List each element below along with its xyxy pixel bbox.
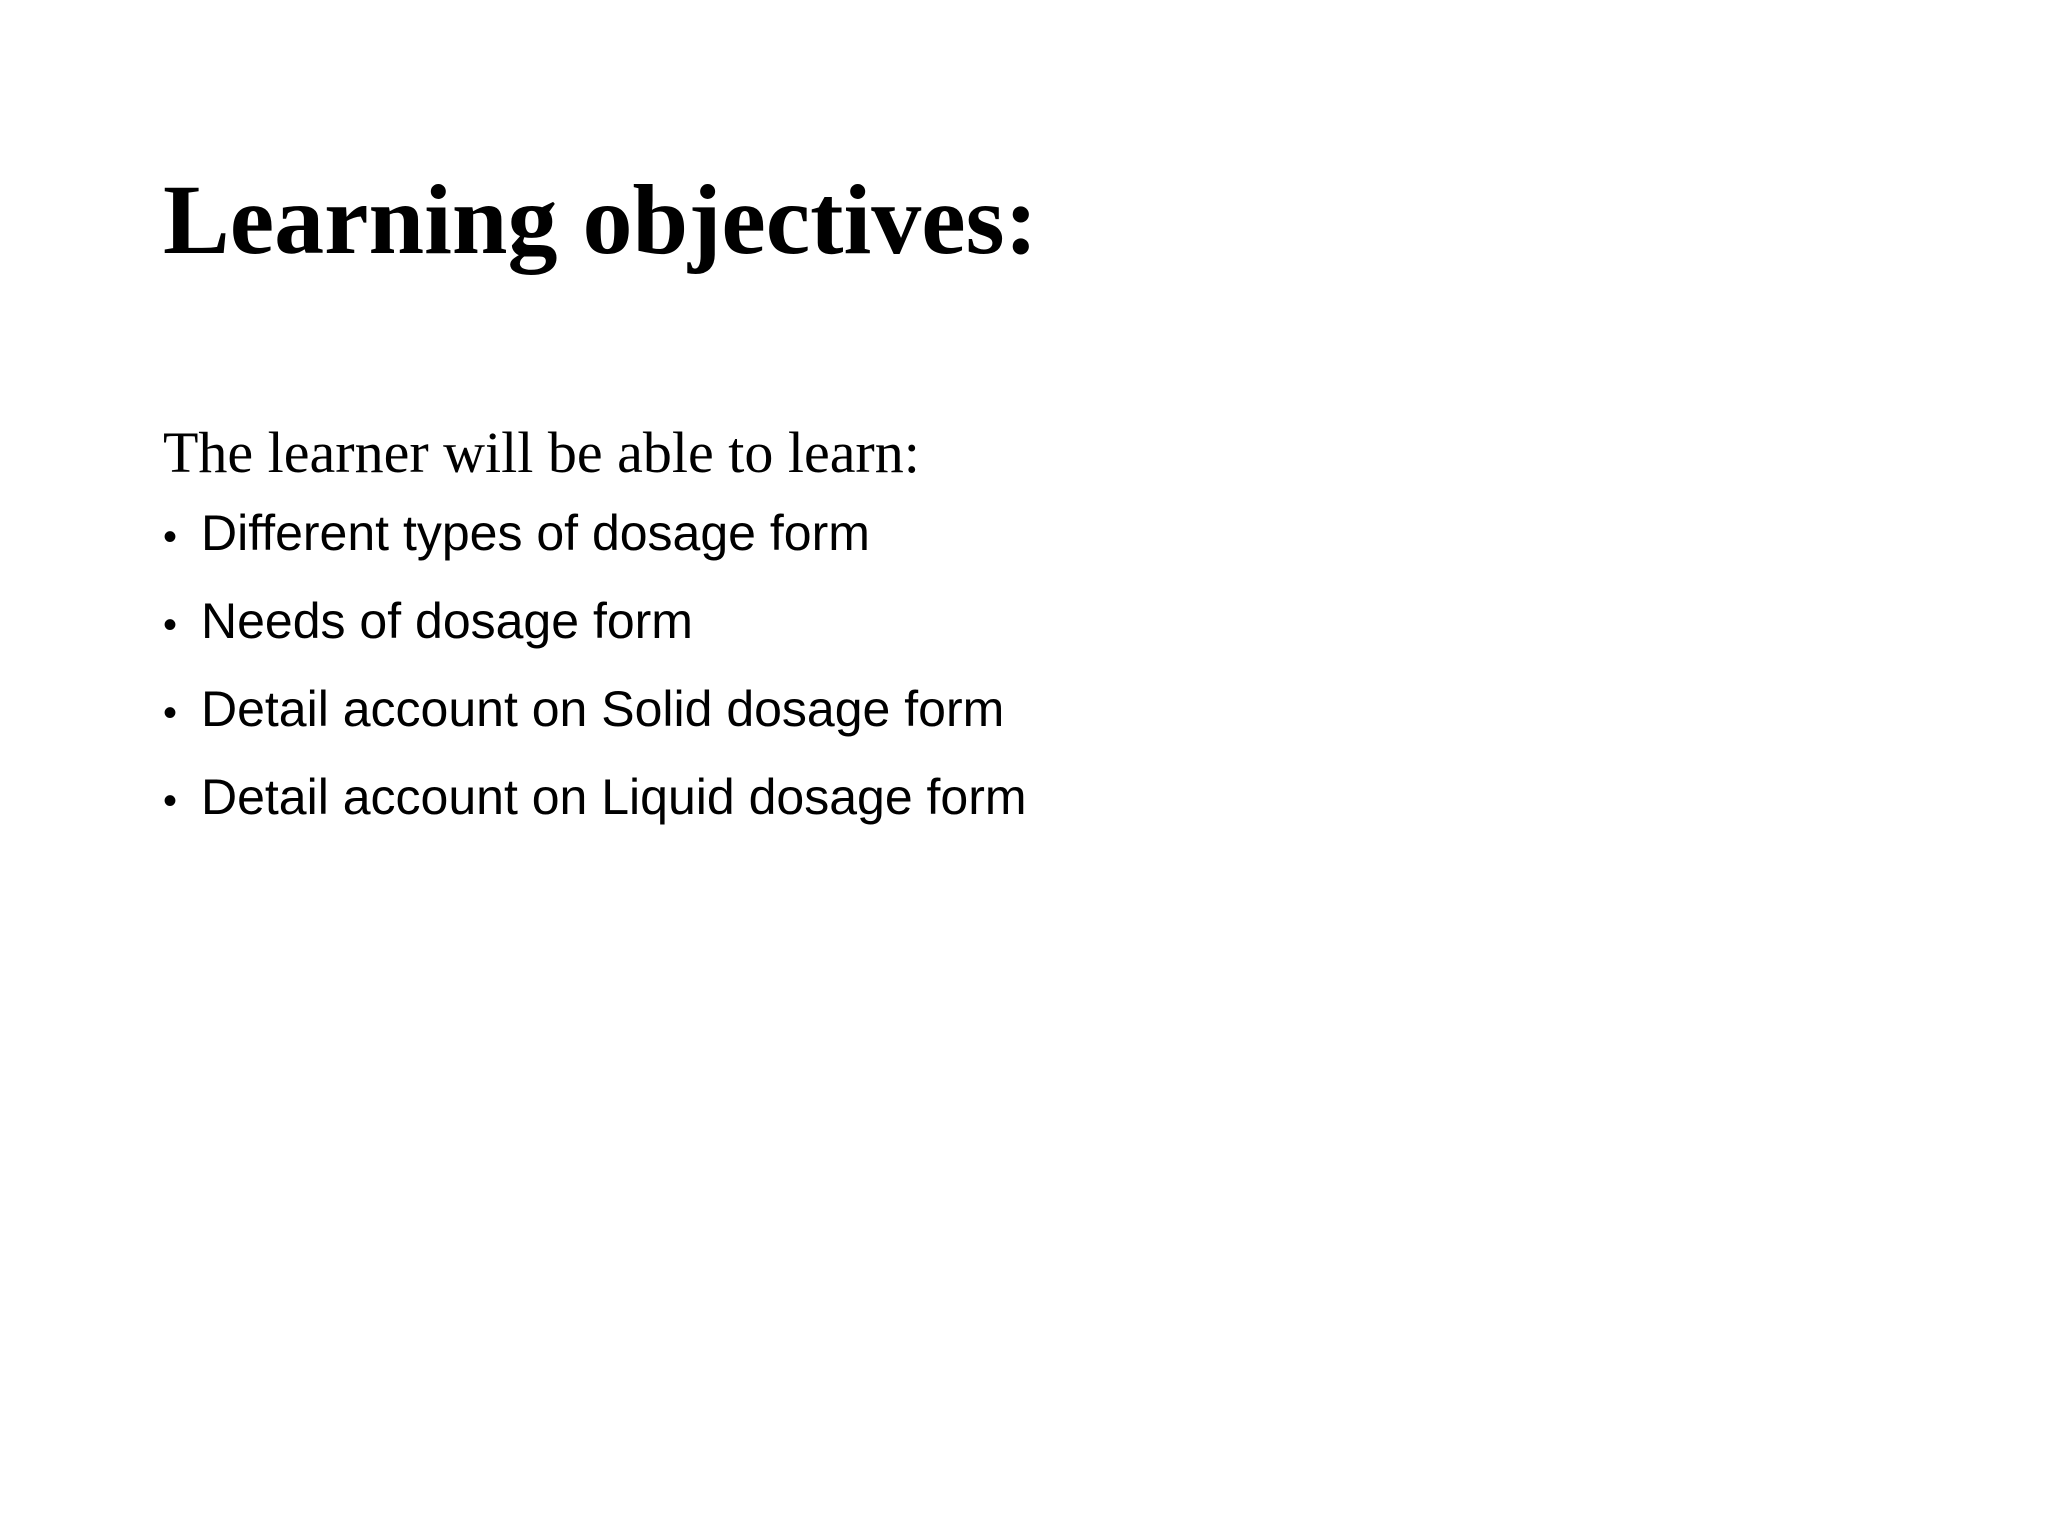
- bullet-text: Different types of dosage form: [201, 505, 870, 561]
- bullet-icon: •: [163, 603, 178, 647]
- list-item: [163, 680, 1027, 768]
- bullet-text: Needs of dosage form: [201, 593, 693, 649]
- bullet-text: Detail account on Liquid dosage form: [201, 769, 1027, 825]
- bullet-icon: •: [163, 691, 178, 735]
- slide-title: Learning objectives:: [163, 164, 1038, 275]
- bullet-text: Detail account on Solid dosage form: [201, 681, 1005, 737]
- list-item: [163, 504, 1027, 592]
- bullet-icon: •: [163, 515, 178, 559]
- bullet-list: [163, 504, 1027, 856]
- list-item: [163, 768, 1027, 856]
- list-item: [163, 592, 1027, 680]
- intro-text: The learner will be able to learn:: [163, 420, 920, 485]
- bullet-icon: •: [163, 779, 178, 823]
